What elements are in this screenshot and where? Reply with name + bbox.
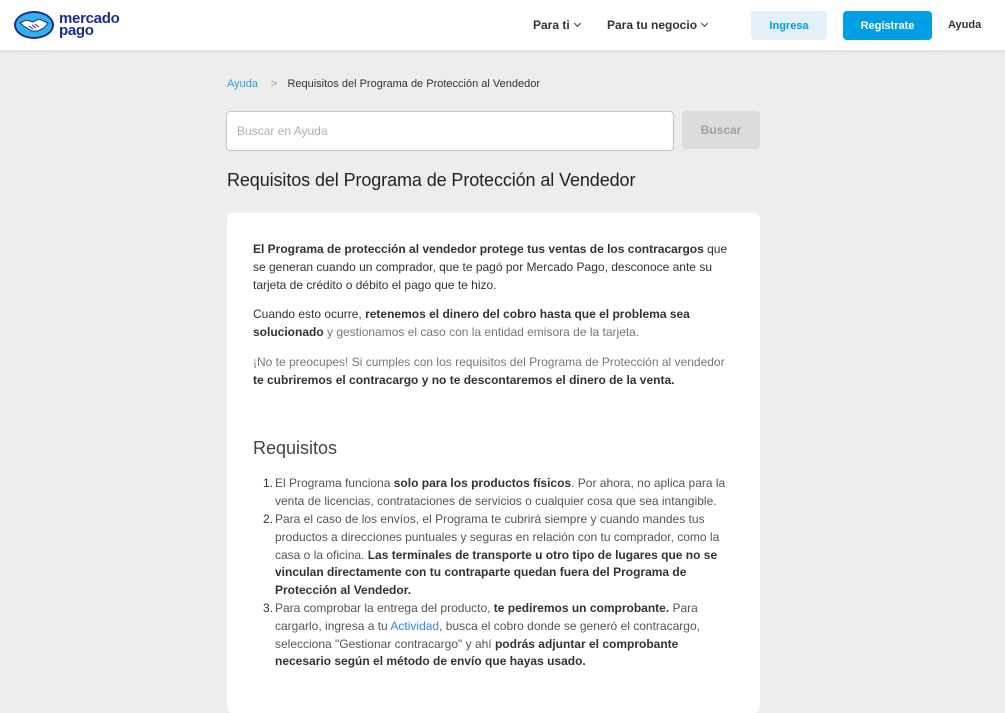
chevron-down-icon <box>701 20 708 27</box>
retention-bold: retenemos el dinero del cobro hasta que el problema sea solucionado <box>253 307 690 340</box>
requirements-heading: Requisitos <box>253 437 338 458</box>
logo-line-1: mercado <box>59 10 120 27</box>
article-card <box>227 213 760 713</box>
requirement-text: Para comprobar la entrega del producto, <box>275 600 494 615</box>
actividad-link[interactable]: Actividad <box>390 618 440 633</box>
signup-button[interactable]: Regístrate <box>843 11 932 40</box>
nav-para-ti-label: Para ti <box>533 18 570 32</box>
reassurance-start: ¡No te preocupes! Si cumples con los requisitos del Programa de Protección al vendedor <box>253 354 725 369</box>
requirement-text: Para cargarlo, ingresa a tu <box>275 600 698 633</box>
requirement-text: El Programa funciona <box>275 476 394 491</box>
top-header <box>0 0 1005 51</box>
requirement-text: , busca el cobro donde se generó el contracargo, selecciona "Gestionar contracargo" y ahí <box>275 618 700 651</box>
requirement-text: Para el caso de los envíos, el Programa te cubrirá siempre y cuando mandes tus productos a direcciones puntuales y seguras en relación con tu comprador, como la casa o la oficina. <box>275 511 720 562</box>
requirement-text: . Por ahora, no aplica para la venta de licencias, contrataciones de servicios o cualquier cosa que sea intangible. <box>275 476 726 509</box>
requirement-item <box>253 511 734 600</box>
handshake-icon <box>13 10 55 40</box>
breadcrumb-ayuda-link[interactable]: Ayuda <box>227 78 258 90</box>
help-link[interactable]: Ayuda <box>948 19 982 31</box>
intro-paragraph <box>253 241 734 294</box>
nav-para-tu-negocio-label: Para tu negocio <box>607 18 698 32</box>
requirement-bold: Las terminales de transporte u otro tipo de lugares que no se vinculan directamente con tu contraparte quedan fuera del Programa de Protección al Vendedor. <box>275 547 718 598</box>
retention-start: Cuando esto ocurre, <box>253 307 366 322</box>
chevron-down-icon <box>574 20 581 27</box>
requirement-number: 3. <box>263 600 274 615</box>
requirement-number: 1. <box>263 476 274 491</box>
intro-rest: que se generan cuando un comprador, que te pagó por Mercado Pago, desconoce ante su tarjeta de crédito o débito el pago que te hizo. <box>253 242 728 292</box>
breadcrumb <box>227 78 540 90</box>
requirement-bold: te pediremos un comprobante. <box>493 600 670 615</box>
requirement-bold: podrás adjuntar el comprobante necesario según el método de envío que hayas usado. <box>275 636 679 669</box>
retention-rest: y gestionamos el caso con la entidad emisora de la tarjeta. <box>323 325 640 340</box>
requirement-item <box>253 600 734 671</box>
search-input[interactable] <box>226 111 674 151</box>
login-button[interactable]: Ingresa <box>751 11 827 40</box>
breadcrumb-current: Requisitos del Programa de Protección al Vendedor <box>287 78 540 90</box>
logo-wordmark <box>59 10 120 39</box>
breadcrumb-separator-icon: > <box>271 78 278 90</box>
page-title: Requisitos del Programa de Protección al Vendedor <box>227 170 636 190</box>
reassurance-paragraph <box>253 354 734 390</box>
mercado-pago-logo[interactable] <box>13 10 119 40</box>
requirements-list <box>253 475 734 671</box>
requirement-number: 2. <box>263 511 274 526</box>
reassurance-bold: te cubriremos el contracargo y no te descontaremos el dinero de la venta. <box>253 372 675 387</box>
nav-para-tu-negocio[interactable] <box>607 0 707 50</box>
intro-bold: El Programa de protección al vendedor protege tus ventas de los contracargos <box>253 242 704 256</box>
nav-para-ti[interactable] <box>533 0 580 50</box>
logo-line-2: pago <box>59 22 94 39</box>
requirement-bold: solo para los productos físicos <box>393 476 572 491</box>
retention-paragraph <box>253 306 734 342</box>
search-button[interactable]: Buscar <box>682 111 760 149</box>
requirement-item <box>253 475 734 511</box>
